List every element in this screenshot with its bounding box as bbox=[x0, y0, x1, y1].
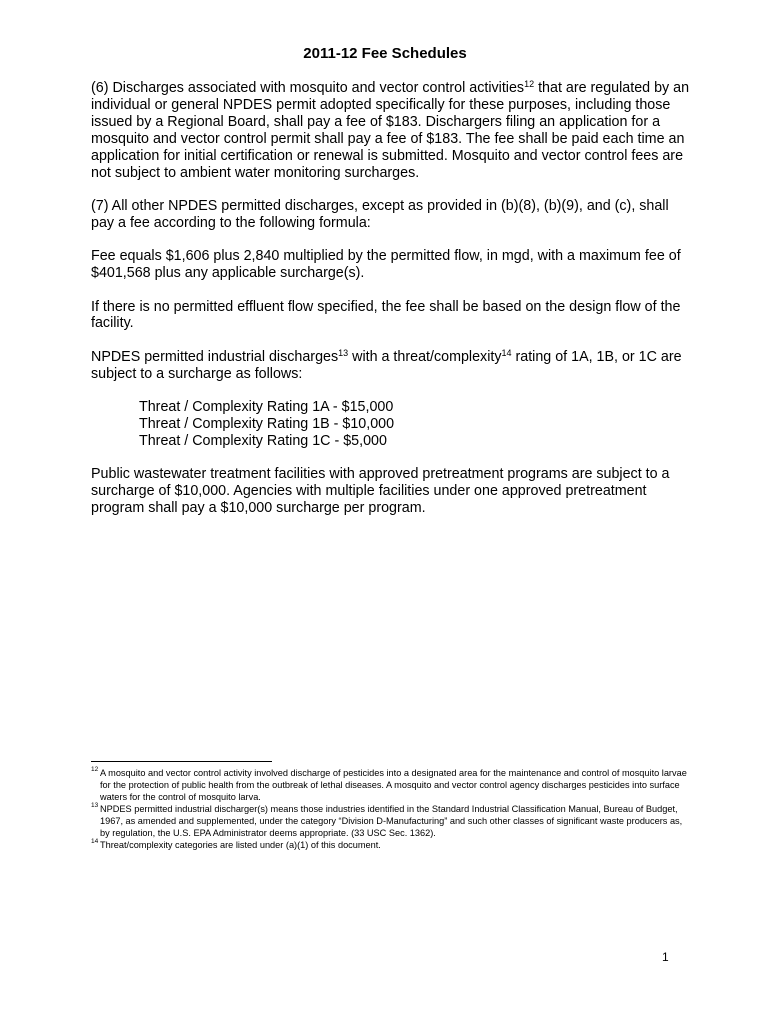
paragraph-6 bbox=[91, 80, 691, 181]
footnotes bbox=[91, 767, 691, 851]
industrial-text-b: with a threat/complexity bbox=[348, 348, 502, 365]
paragraph-industrial-surcharge bbox=[91, 349, 691, 383]
paragraph-6-text-b: that are regulated by an individual or general NPDES permit adopted specifically for these purposes, including those issued by a Regional Board, shall pay a fee of $183. Dischargers filing an application for a mosquito and vector control permit shall pay a fee of $183. The fee shall be paid each time an application for initial certification or renewal is submitted. Mosquito and vector control fees are not subject to ambient water monitoring surcharges. bbox=[91, 80, 690, 181]
rating-item: Threat / Complexity Rating 1C - $5,000 bbox=[139, 433, 387, 449]
paragraph-fee-formula: Fee equals $1,606 plus 2,840 multiplied by the permitted flow, in mgd, with a maximum fee of $401,568 plus any applicable surcharge(s). bbox=[91, 248, 681, 282]
footnote-text: NPDES permitted industrial discharger(s) means those industries identified in the Standard Industrial Classification Manual, Bureau of Budget, 1967, as amended and supplemented, under the category “Division D-Manufacturing” and such other classes of significant waste producers as, by regulation, the U.S. EPA Administrator deems appropriate. (33 USC Sec. 1362). bbox=[100, 804, 683, 838]
footnote-13 bbox=[91, 803, 691, 839]
footnote-text: Threat/complexity categories are listed under (a)(1) of this document. bbox=[100, 840, 381, 850]
page-number: 1 bbox=[662, 950, 669, 964]
footnote-12 bbox=[91, 767, 691, 803]
footnote-ref-13: 13 bbox=[338, 347, 349, 358]
paragraph-7: (7) All other NPDES permitted discharges, except as provided in (b)(8), (b)(9), and (c), shall pay a fee according to the following formula: bbox=[91, 197, 669, 231]
footnote-ref-12: 12 bbox=[524, 79, 535, 89]
document-body bbox=[91, 80, 691, 534]
footnote-mark: 13 bbox=[91, 802, 99, 809]
paragraph-public-wastewater: Public wastewater treatment facilities with approved pretreatment programs are subject to a surcharge of $10,000. Agencies with multiple facilities under one approved pretreatment program shall pay a $10,000 surcharge per program. bbox=[91, 466, 670, 517]
page-title: 2011-12 Fee Schedules bbox=[303, 45, 467, 62]
paragraph-design-flow: If there is no permitted effluent flow specified, the fee shall be based on the design flow of the facility. bbox=[91, 298, 681, 332]
industrial-text-c: rating of 1A, 1B, or 1C are subject to a surcharge as follows: bbox=[91, 348, 682, 382]
footnote-mark: 14 bbox=[91, 838, 99, 845]
paragraph-6-text-a: (6) Discharges associated with mosquito and vector control activities bbox=[91, 80, 525, 96]
rating-item: Threat / Complexity Rating 1B - $10,000 bbox=[139, 416, 395, 433]
footnote-text: A mosquito and vector control activity involved discharge of pesticides into a designated area for the maintenance and control of mosquito larvae for the protection of public health from the outbreak of lethal diseases. A mosquito and vector control agency discharges pesticides into surface waters for the control of mosquito larva. bbox=[100, 768, 687, 802]
footnote-mark: 12 bbox=[91, 766, 99, 773]
rating-item: Threat / Complexity Rating 1A - $15,000 bbox=[139, 399, 394, 416]
footnote-14 bbox=[91, 839, 691, 851]
footnote-divider bbox=[91, 761, 272, 762]
rating-list bbox=[139, 399, 691, 450]
industrial-text-a: NPDES permitted industrial discharges bbox=[91, 348, 339, 365]
footnote-ref-14: 14 bbox=[501, 347, 512, 358]
